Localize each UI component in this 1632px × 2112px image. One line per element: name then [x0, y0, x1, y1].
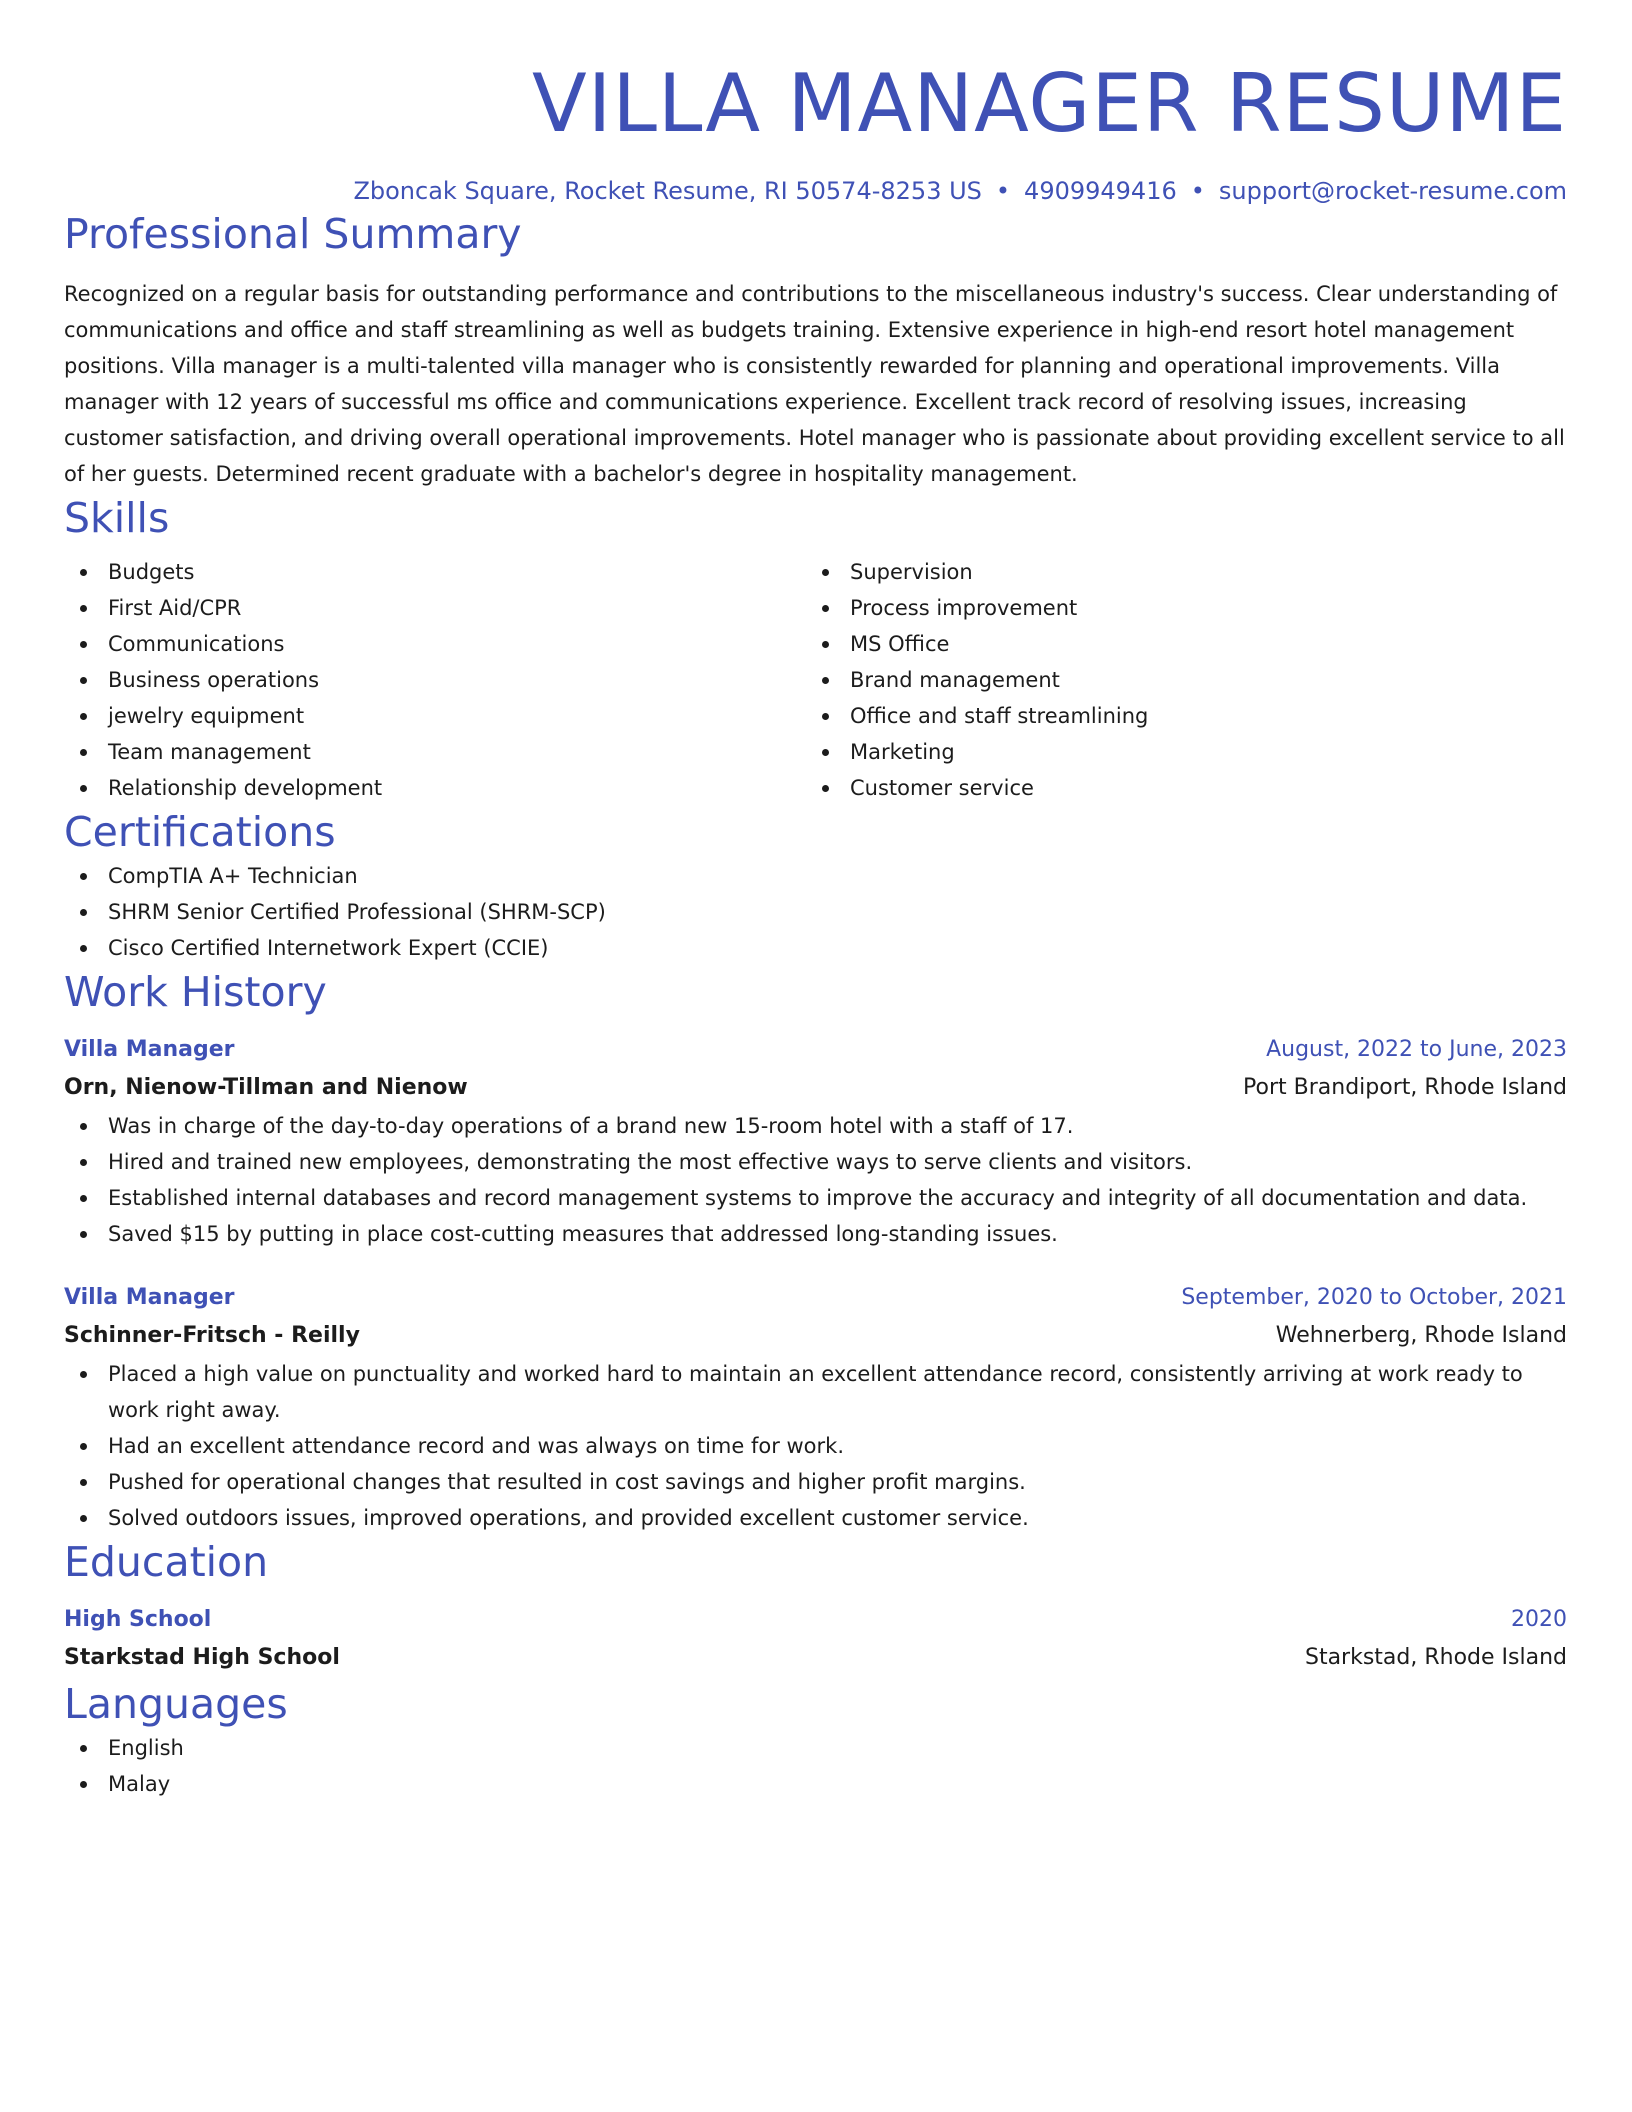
skill-item: Relationship development: [64, 770, 806, 806]
job-entry: [64, 1280, 1567, 1536]
skill-item: Customer service: [806, 770, 1548, 806]
job-duty: Established internal databases and record management systems to improve the accuracy and integrity of all documentation and data.: [64, 1180, 1567, 1216]
job-dates: August, 2022 to June, 2023: [1266, 1037, 1567, 1062]
summary-text: Recognized on a regular basis for outstanding performance and contributions to the miscellaneous industry's success. Clear understanding of communications and office and staff streamlining as well as budgets training. Extensive experience in high-end resort hotel management positions. Villa manager is a multi-talented villa manager who is consistently rewarded for planning and operational improvements. Villa manager with 12 years of successful ms office and communications experience. Excellent track record of resolving issues, increasing customer satisfaction, and driving overall operational improvements. Hotel manager who is passionate about providing excellent service to all of her guests. Determined recent graduate with a bachelor's degree in hospitality management.: [64, 282, 1565, 486]
contact-phone: 4909949416: [1024, 177, 1177, 205]
section-title-work-history: Work History: [64, 968, 327, 1016]
contact-email: support@rocket-resume.com: [1218, 177, 1567, 205]
job-location: Port Brandiport, Rhode Island: [1243, 1075, 1567, 1100]
education-location: Starkstad, Rhode Island: [1304, 1645, 1567, 1670]
job-duty: Had an excellent attendance record and was always on time for work.: [64, 1428, 1567, 1464]
job-company: Schinner-Fritsch - Reilly: [64, 1323, 360, 1348]
job-duties-list: [64, 1356, 1567, 1536]
job-header-row: [64, 1280, 1567, 1316]
languages-list: [64, 1730, 1567, 1802]
job-entry: [64, 1032, 1567, 1252]
job-duty: Solved outdoors issues, improved operations, and provided excellent customer service.: [64, 1500, 1567, 1536]
certification-item: Cisco Certified Internetwork Expert (CCIE): [64, 930, 1567, 966]
skill-item: MS Office: [806, 626, 1548, 662]
job-duty: Pushed for operational changes that resulted in cost savings and higher profit margins.: [64, 1464, 1567, 1500]
job-title: Villa Manager: [64, 1037, 235, 1062]
language-item: Malay: [64, 1766, 1567, 1802]
resume-header: [64, 54, 1567, 208]
skill-item: Brand management: [806, 662, 1548, 698]
education-school: Starkstad High School: [64, 1645, 340, 1670]
education-entry: [64, 1602, 1567, 1678]
job-title: Villa Manager: [64, 1285, 235, 1310]
contact-separator: •: [1190, 177, 1205, 205]
contact-address: Zboncak Square, Rocket Resume, RI 50574-8253 US: [353, 177, 982, 205]
skill-item: jewelry equipment: [64, 698, 806, 734]
skills-column-right: [806, 554, 1548, 806]
job-dates: September, 2020 to October, 2021: [1181, 1285, 1567, 1310]
skill-item: Communications: [64, 626, 806, 662]
skill-item: Team management: [64, 734, 806, 770]
skill-item: Marketing: [806, 734, 1548, 770]
job-duty: Placed a high value on punctuality and worked hard to maintain an excellent attendance record, consistently arriving at work ready to work right away.: [64, 1356, 1567, 1428]
job-header-row: [64, 1032, 1567, 1068]
job-duty: Hired and trained new employees, demonstrating the most effective ways to serve clients and visitors.: [64, 1144, 1567, 1180]
job-company: Orn, Nienow-Tillman and Nienow: [64, 1075, 468, 1100]
section-title-education: Education: [64, 1538, 269, 1586]
job-duties-list: [64, 1108, 1567, 1252]
skill-item: Process improvement: [806, 590, 1548, 626]
skill-item: First Aid/CPR: [64, 590, 806, 626]
certification-item: CompTIA A+ Technician: [64, 858, 1567, 894]
skill-item: Office and staff streamlining: [806, 698, 1548, 734]
education-year: 2020: [1511, 1607, 1567, 1632]
job-duty: Saved $15 by putting in place cost-cutting measures that addressed long-standing issues.: [64, 1216, 1567, 1252]
contact-separator: •: [995, 177, 1011, 205]
contact-line: [64, 174, 1567, 208]
skill-item: Budgets: [64, 554, 806, 590]
resume-page: [64, 40, 1567, 1802]
certification-item: SHRM Senior Certified Professional (SHRM-SCP): [64, 894, 1567, 930]
skill-item: Business operations: [64, 662, 806, 698]
job-location: Wehnerberg, Rhode Island: [1275, 1323, 1567, 1348]
language-item: English: [64, 1730, 1567, 1766]
education-header-row: [64, 1602, 1567, 1638]
section-title-summary: Professional Summary: [64, 210, 522, 258]
skills-column-left: [64, 554, 806, 806]
education-degree: High School: [64, 1607, 212, 1632]
resume-title: VILLA MANAGER RESUME: [532, 57, 1567, 150]
section-title-languages: Languages: [64, 1680, 288, 1728]
job-company-row: [64, 1316, 1567, 1356]
education-school-row: [64, 1638, 1567, 1678]
section-title-skills: Skills: [64, 494, 170, 542]
skills-list: [64, 554, 1567, 806]
certifications-list: [64, 858, 1567, 966]
job-duty: Was in charge of the day-to-day operations of a brand new 15-room hotel with a staff of 17.: [64, 1108, 1567, 1144]
skill-item: Supervision: [806, 554, 1548, 590]
section-title-certifications: Certifications: [64, 808, 336, 856]
job-company-row: [64, 1068, 1567, 1108]
